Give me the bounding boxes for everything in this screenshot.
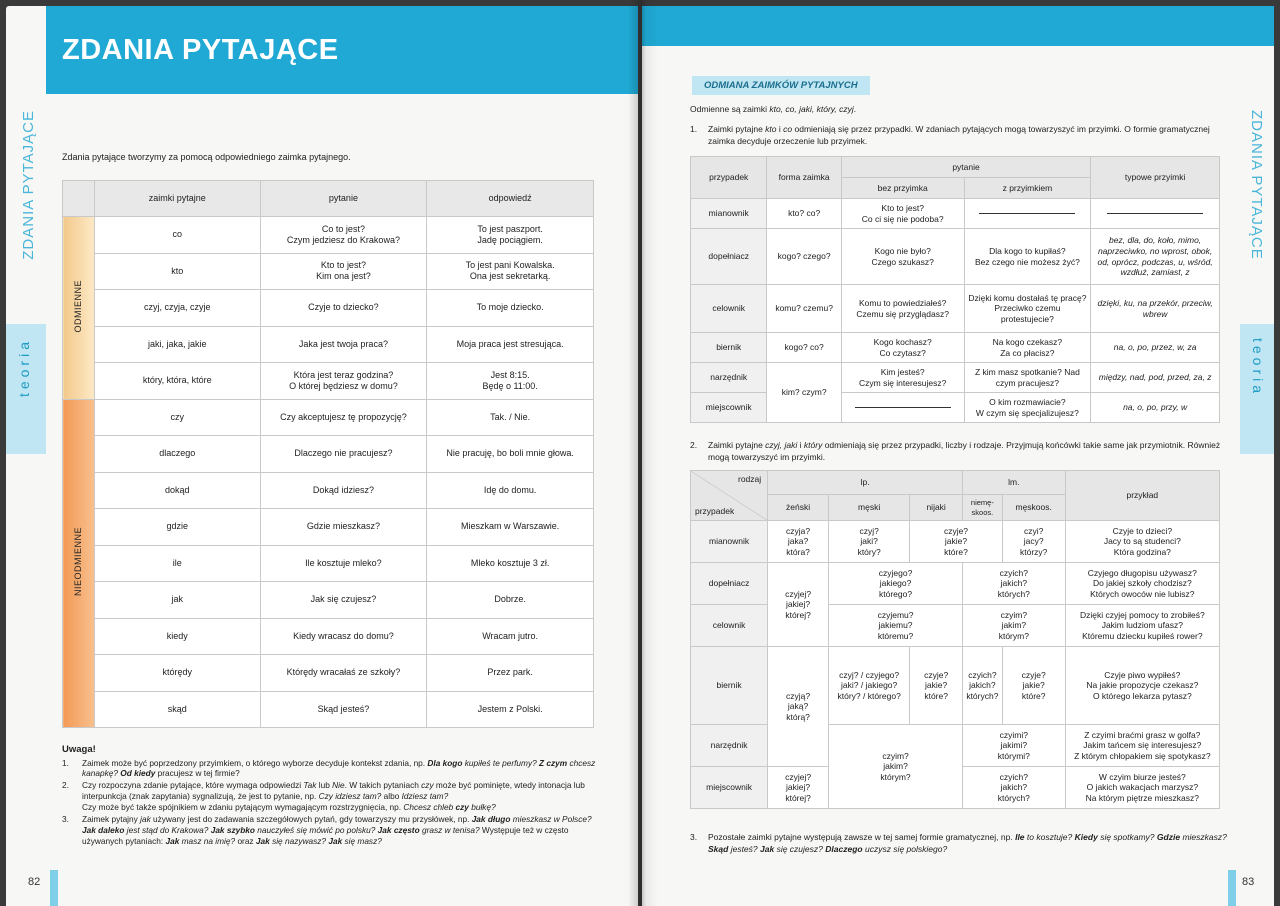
cell-przyimki [1091,199,1220,229]
teoria-tab-right-label: teoria [1250,338,1266,398]
t2-zenski-dc: czyjej? jakiej? której? [768,563,829,647]
note-text: Zaimek może być poprzedzony przyimkiem, o którego wyborze decyduje kontekst zdania, np. Dla kogo kupiłeś te perfumy? Z czym chcesz kanapkę? Od kiedy pracujesz w tej firmie? [82,757,596,779]
cell-pytanie: Czy akceptujesz tę propozycję? [260,399,427,436]
cell-z: Dzięki komu dostałaś tę pracę? Przeciwko czemu protestujecie? [964,285,1091,333]
point-1-num: 1. [690,124,698,134]
cell-pytanie: Co to jest? Czym jedziesz do Krakowa? [260,217,427,254]
t2-mian-zenski: czyja? jaka? która? [768,521,829,563]
t2-h-rodzaj: rodzaj [737,474,762,484]
cell-odpowiedz: Dobrze. [427,582,594,619]
table-row [63,618,594,655]
pronoun-table [62,180,594,728]
teoria-tab-right [1240,324,1274,454]
t2-narzednik: narzędnik [691,725,768,767]
cell-odpowiedz: To jest pani Kowalska. Ona jest sekretarką. [427,253,594,290]
cell-zaimek: kto [94,253,260,290]
cell-przypadek: biernik [691,333,767,363]
t2-h-nijaki: nijaki [910,495,963,521]
t2-cel-lm: czyim? jakim? którym? [963,605,1066,647]
table-row [63,582,594,619]
t1-h-forma: forma zaimka [767,157,841,199]
czyj-jaki-table [690,470,1220,809]
group-nieodmienne-label: NIEODMIENNE [72,527,83,597]
cell-bez: Kim jesteś? Czym się interesujesz? [841,363,964,393]
cell-pytanie: Którędy wracałaś ze szkoły? [260,655,427,692]
t2-cel-przyklad: Dzięki czyjej pomocy to zrobiłeś? Jakim ludziom ufasz? Któremu dziecku kupiłeś rower? [1065,605,1219,647]
cell-pytanie: Gdzie mieszkasz? [260,509,427,546]
cell-pytanie: Ile kosztuje mleko? [260,545,427,582]
t2-h-meski: męski [829,495,910,521]
t1-h-przypadek: przypadek [691,157,767,199]
kto-co-table [690,156,1220,423]
t2-bier-nijaki: czyje? jakie? które? [910,647,963,725]
note-number: 3. [62,814,69,825]
cell-zaimek: czy [94,399,260,436]
t2-h-lm: lm. [963,471,1066,495]
note-number: 1. [62,757,69,768]
section-heading: ODMIANA ZAIMKÓW PYTAJNYCH [692,76,870,95]
note-item [62,780,602,813]
cell-pytanie: Kto to jest? Kim ona jest? [260,253,427,290]
page-marker-left [50,870,58,906]
t2-h-meskoos: męskoos. [1002,495,1065,521]
cell-pytanie: Kiedy wracasz do domu? [260,618,427,655]
note-number: 2. [62,780,69,791]
t2-mian-nijaki: czyje? jakie? które? [910,521,1002,563]
page-number-left: 82 [28,876,41,888]
intro-text: Zdania pytające tworzymy za pomocą odpowiedniego zaimka pytajnego. [62,152,351,162]
cell-forma: kto? co? [767,199,841,229]
cell-forma: komu? czemu? [767,285,841,333]
cell-zaimek: dlaczego [94,436,260,473]
table-row [63,691,594,728]
cell-przyimki: między, nad, pod, przed, za, z [1091,363,1220,393]
teoria-tab-label: teoria [16,338,32,398]
t2-miej-zenski: czyjej? jakiej? której? [768,767,829,809]
cell-odpowiedz: Jestem z Polski. [427,691,594,728]
table-row [63,290,594,327]
notes-list [62,758,602,848]
table-row [63,655,594,692]
cell-odpowiedz: To moje dziecko. [427,290,594,327]
cell-odpowiedz: Mieszkam w Warszawie. [427,509,594,546]
t1-h-bez: bez przyimka [841,178,964,199]
teoria-tab [6,324,46,454]
cell-pytanie: Jak się czujesz? [260,582,427,619]
right-intro: Odmienne są zaimki kto, co, jaki, który, czyj. [690,104,857,114]
t1-h-typowe: typowe przyimki [1091,157,1220,199]
cell-odpowiedz: Przez park. [427,655,594,692]
cell-odpowiedz: Tak. / Nie. [427,399,594,436]
t2-narz-lm: czyimi? jakimi? którymi? [963,725,1066,767]
cell-bez: Kogo nie było? Czego szukasz? [841,229,964,285]
note-item [62,814,602,847]
left-page [6,6,638,906]
cell-pytanie: Jaka jest twoja praca? [260,326,427,363]
note-text: Czy rozpoczyna zdanie pytające, które wymaga odpowiedzi Tak lub Nie. W takich pytaniach czy może być pominięte, wtedy intonacja lub interpunkcja (znak zapytania) sygnalizują, że jest to pytanie, np. Czy idziesz tam? albo Idziesz tam? Czy może być także spójnikiem w zdaniu pytającym wymagającym rozstrzygnięcia, np. Chcesz chleb czy bułkę? [82,780,585,813]
t2-mian-lm: czyi? jacy? którzy? [1002,521,1065,563]
cell-z: Z kim masz spotkanie? Nad czym pracujesz? [964,363,1091,393]
cell-zaimek: co [94,217,260,254]
cell-bez: Kto to jest? Co ci się nie podoba? [841,199,964,229]
t2-h-przypadek: przypadek [695,506,735,517]
notes-heading: Uwaga! [62,744,96,755]
blank-line [1107,213,1203,214]
cell-pytanie: Dokąd idziesz? [260,472,427,509]
cell-forma: kogo? czego? [767,229,841,285]
cell-zaimek: kiedy [94,618,260,655]
t2-meskinij-nm: czyim? jakim? którym? [829,725,963,809]
t2-bier-niemeskoos: czyje? jakie? które? [1002,647,1065,725]
cell-zaimek: gdzie [94,509,260,546]
cell-pytanie: Skąd jesteś? [260,691,427,728]
cell-pytanie: Która jest teraz godzina? O której będziesz w domu? [260,363,427,400]
group-odmienne-label: ODMIENNE [72,279,83,333]
t2-bier-przyklad: Czyje piwo wypiłeś? Na jakie propozycje czekasz? O którego lekarza pytasz? [1065,647,1219,725]
cell-z: O kim rozmawiacie? W czym się specjalizujesz? [964,393,1091,423]
cell-zaimek: dokąd [94,472,260,509]
table-row [691,333,1220,363]
cell-odpowiedz: Jest 8:15. Będę o 11:00. [427,363,594,400]
cell-przyimki: dzięki, ku, na przekór, przeciw, wbrew [1091,285,1220,333]
table-row [691,199,1220,229]
point-3-num: 3. [690,832,698,842]
table-row [63,545,594,582]
cell-z: Dla kogo to kupiłaś? Bez czego nie możesz żyć? [964,229,1091,285]
point-1: 1. Zaimki pytajne kto i co odmieniają się przez przypadki. W zdaniach pytających mogą towarzyszyć im przyimki. O formie gramatycznej zaimka decyduje orzeczenie lub przyimek. [690,124,1210,146]
cell-odpowiedz: Nie pracuję, bo boli mnie głowa. [427,436,594,473]
table-row [691,229,1220,285]
t2-zenski-bn: czyją? jaką? którą? [768,647,829,767]
cell-z: Na kogo czekasz? Za co płacisz? [964,333,1091,363]
table-row [63,436,594,473]
blank-line [855,407,951,408]
t2-dop-przyklad: Czyjego długopisu używasz? Do jakiej szkoły chodzisz? Których owoców nie lubisz? [1065,563,1219,605]
cell-zaimek: który, która, które [94,363,260,400]
cell-przyimki: na, o, po, przy, w [1091,393,1220,423]
cell-odpowiedz: Moja praca jest stresująca. [427,326,594,363]
t2-h-przyklad: przykład [1065,471,1219,521]
table-row [691,363,1220,393]
side-label-right: ZDANIA PYTAJĄCE [1248,110,1265,260]
t2-mianownik: mianownik [691,521,768,563]
t2-cel-meskinij: czyjemu? jakiemu? któremu? [829,605,963,647]
cell-zaimek: skąd [94,691,260,728]
cell-przypadek: celownik [691,285,767,333]
cell-zaimek: którędy [94,655,260,692]
table-row [63,326,594,363]
t2-dop-lm: czyich? jakich? których? [963,563,1066,605]
cell-bez [841,393,964,423]
cell-zaimek: czyj, czyja, czyje [94,290,260,327]
page-number-right: 83 [1242,876,1255,888]
t2-biernik: biernik [691,647,768,725]
right-page [642,6,1274,906]
cell-przyimki: bez, dla, do, koło, mimo, naprzeciwko, no wprost, obok, od, oprócz, podczas, u, wśród, wzdłuż, zamiast, z [1091,229,1220,285]
t2-miej-lm: czyich? jakich? których? [963,767,1066,809]
table-row [691,285,1220,333]
point-2-num: 2. [690,440,698,450]
header-pytanie: pytanie [260,181,427,217]
cell-pytanie: Czyje to dziecko? [260,290,427,327]
blank-line [979,213,1075,214]
cell-przypadek: mianownik [691,199,767,229]
t2-narz-przyklad: Z czyimi braćmi grasz w golfa? Jakim tańcem się interesujesz? Z którym chłopakiem się spotykasz? [1065,725,1219,767]
top-bar [642,6,1274,46]
table-row [63,509,594,546]
cell-odpowiedz: Wracam jutro. [427,618,594,655]
cell-przypadek: narzędnik [691,363,767,393]
cell-forma: kim? czym? [767,363,841,423]
note-item [62,758,602,780]
cell-zaimek: jaki, jaka, jakie [94,326,260,363]
t2-mian-przyklad: Czyje to dzieci? Jacy to są studenci? Która godzina? [1065,521,1219,563]
cell-forma: kogo? co? [767,333,841,363]
t2-h-corner [691,471,768,521]
cell-z [964,199,1091,229]
note-text: Zaimek pytajny jak używany jest do zadawania szczegółowych pytań, gdy towarzyszy mu przysłówek, np. Jak długo mieszkasz w Polsce? Jak daleko jest stąd do Krakowa? Jak szybko nauczyłeś się mówić po polsku? Jak często grasz w tenisa? Występuje też w często używanych pytaniach: Jak masz na imię? oraz Jak się nazywasz? Jak się masz? [82,814,592,847]
table-row [63,363,594,400]
group-nieodmienne [63,399,95,728]
t2-celownik: celownik [691,605,768,647]
group-odmienne [63,217,95,400]
notes [62,744,602,848]
cell-odpowiedz: Idę do domu. [427,472,594,509]
table-row [63,253,594,290]
t1-h-pytanie: pytanie [841,157,1090,178]
page-marker-right [1228,870,1236,906]
side-label: ZDANIA PYTAJĄCE [20,110,37,260]
t2-bier-meski: czyj? / czyjego? jaki? / jakiego? który? / którego? [829,647,910,725]
cell-bez: Kogo kochasz? Co czytasz? [841,333,964,363]
cell-przyimki: na, o, po, przez, w, za [1091,333,1220,363]
t2-mian-meski: czyj? jaki? który? [829,521,910,563]
cell-przypadek: miejscownik [691,393,767,423]
t2-h-zenski: żeński [768,495,829,521]
cell-odpowiedz: Mleko kosztuje 3 zł. [427,545,594,582]
page-title: ZDANIA PYTAJĄCE [62,34,339,66]
header-zaimki: zaimki pytajne [94,181,260,217]
t2-dopelniacz: dopełniacz [691,563,768,605]
cell-odpowiedz: To jest paszport. Jadę pociągiem. [427,217,594,254]
header-odpowiedz: odpowiedź [427,181,594,217]
t2-miejscownik: miejscownik [691,767,768,809]
t2-h-niemeskoos: niemę-skoos. [963,495,1003,521]
t2-bier-lm: czyich? jakich? których? [963,647,1003,725]
point-2: 2. Zaimki pytajne czyj, jaki i który odmieniają się przez przypadki, liczby i rodzaje. Przyjmują końcówki takie same jak przymiotnik. Również mogą towarzyszyć im przyimki. [690,440,1221,462]
cell-przypadek: dopełniacz [691,229,767,285]
point-3: 3. Pozostałe zaimki pytajne występują zawsze w tej samej formie gramatycznej, np. Ile to kosztuje? Kiedy się spotkamy? Gdzie mieszkasz? Skąd jesteś? Jak się czujesz? Dlaczego uczysz się polskiego? [690,832,1227,854]
cell-pytanie: Dlaczego nie pracujesz? [260,436,427,473]
t2-miej-przyklad: W czyim biurze jesteś? O jakich wakacjach marzysz? Na którym piętrze mieszkasz? [1065,767,1219,809]
cell-zaimek: ile [94,545,260,582]
corner-cell [63,181,95,217]
cell-bez: Komu to powiedziałeś? Czemu się przyglądasz? [841,285,964,333]
table-row [63,217,594,254]
table-row [63,399,594,436]
title-bar [46,6,638,94]
t2-dop-meskinij: czyjego? jakiego? którego? [829,563,963,605]
t2-h-lp: lp. [768,471,963,495]
t1-h-z: z przyimkiem [964,178,1091,199]
table-row [63,472,594,509]
cell-zaimek: jak [94,582,260,619]
